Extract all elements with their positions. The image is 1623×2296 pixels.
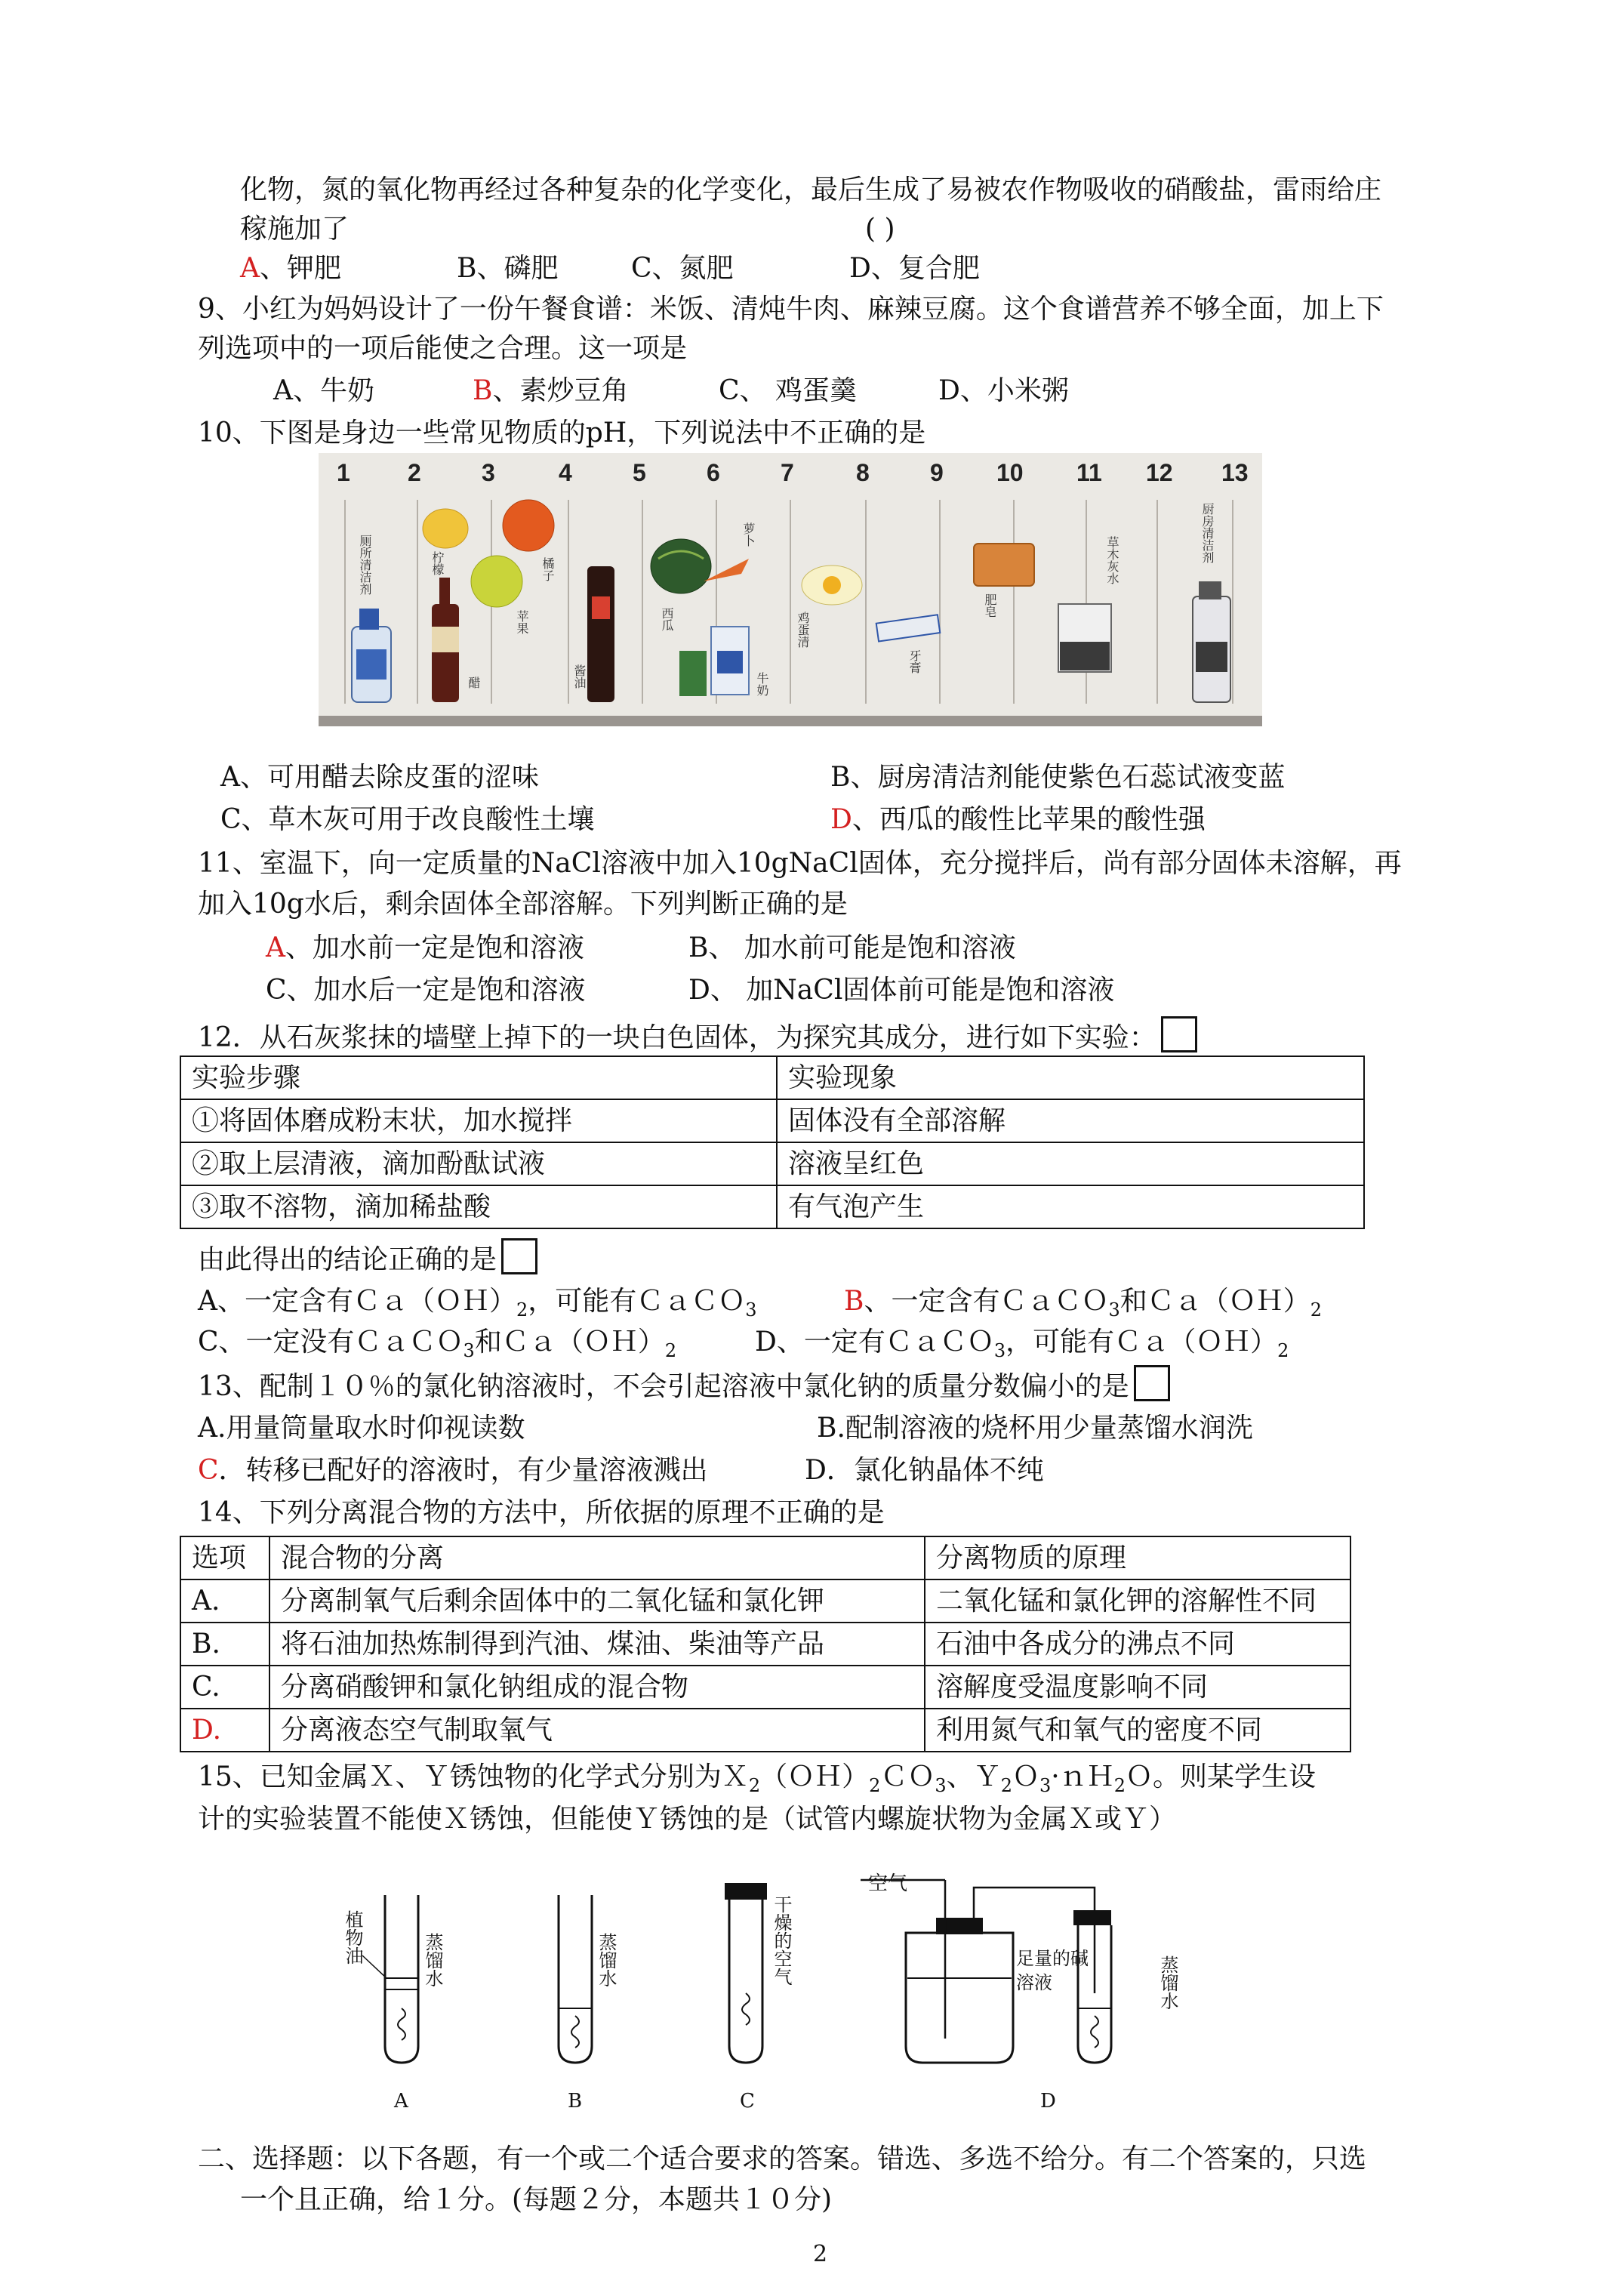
table-cell: 固体没有全部溶解 xyxy=(777,1099,1364,1142)
label-distilled-water-d: 蒸馏水 xyxy=(1157,1955,1178,2010)
q8-line2: 稼施加了 xyxy=(240,214,350,245)
ph-number: 3 xyxy=(482,459,495,486)
q9-opt-d: D、小米粥 xyxy=(938,375,1069,406)
table-cell: C. xyxy=(180,1666,269,1709)
table-cell: 分离物质的原理 xyxy=(925,1536,1350,1579)
q11-opt-d: D、 加NaCl固体前可能是饱和溶液 xyxy=(688,975,1115,1006)
table-cell: 分离液态空气制取氧气 xyxy=(269,1709,925,1752)
table-row xyxy=(180,1579,1350,1623)
table-row xyxy=(180,1709,1350,1752)
table-cell: 分离硝酸钾和氯化钠组成的混合物 xyxy=(269,1666,925,1709)
q12-conclusion: 由此得出的结论正确的是 xyxy=(198,1238,537,1280)
ph-number: 11 xyxy=(1076,459,1102,486)
q12-stem: 12．从石灰浆抹的墙壁上掉下的一块白色固体，为探究其成分，进行如下实验： xyxy=(198,1016,1197,1058)
q12-conclusion-box[interactable] xyxy=(501,1238,537,1274)
ph-label-vinegar: 醋 xyxy=(467,676,481,689)
ph-number: 9 xyxy=(930,459,944,486)
ph-label-egg: 鸡蛋清 xyxy=(796,612,810,648)
q9-opt-c: C、 鸡蛋羹 xyxy=(719,375,857,406)
ph-label-radish: 萝卜 xyxy=(741,522,756,547)
ph-label-soy: 酱油 xyxy=(572,664,587,689)
q10-opt-c: C、草木灰可用于改良酸性土壤 xyxy=(220,804,595,835)
table-cell: 实验步骤 xyxy=(180,1056,777,1099)
ph-label-orange: 橘子 xyxy=(540,557,555,581)
q11-opt-c: C、加水后一定是饱和溶液 xyxy=(266,975,586,1006)
table-cell: ①将固体磨成粉末状，加水搅拌 xyxy=(180,1099,777,1142)
q13-opt-c: C．转移已配好的溶液时，有少量溶液溅出 xyxy=(198,1455,708,1486)
q8-opt-b: B、磷肥 xyxy=(457,253,559,284)
apparatus-label-b: B xyxy=(568,2090,583,2113)
q14-table xyxy=(180,1536,1351,1752)
ph-number: 12 xyxy=(1146,459,1173,486)
q9-line1: 9、小红为妈妈设计了一份午餐食谱：米饭、清炖牛肉、麻辣豆腐。这个食谱营养不够全面，加上下 xyxy=(198,294,1384,325)
page-number: 2 xyxy=(813,2241,828,2267)
q10-opt-d: D、西瓜的酸性比苹果的酸性强 xyxy=(830,804,1206,835)
label-dry-air: 干燥的空气 xyxy=(771,1895,792,1986)
q9-opt-b: B、素炒豆角 xyxy=(473,375,629,406)
table-cell: 选项 xyxy=(180,1536,269,1579)
ph-number: 4 xyxy=(559,459,572,486)
table-cell: ③取不溶物，滴加稀盐酸 xyxy=(180,1185,777,1228)
ph-label-toothpaste: 牙膏 xyxy=(907,649,922,673)
q13-opt-d: D．氯化钠晶体不纯 xyxy=(805,1455,1044,1486)
label-distilled-water-a: 蒸馏水 xyxy=(422,1933,443,1987)
q11-opt-a: A、加水前一定是饱和溶液 xyxy=(266,932,585,963)
table-cell: B. xyxy=(180,1623,269,1666)
q9-opt-a: A、牛奶 xyxy=(273,375,374,406)
q8-answer-paren: ( ) xyxy=(865,214,895,245)
q13-answer-box[interactable] xyxy=(1134,1365,1170,1401)
q12-opt-d: D、一定有ＣａＣＯ$_3$，可能有$Ca(OH)_2$ xyxy=(755,1327,1289,1361)
table-cell: A. xyxy=(180,1579,269,1623)
ph-label-ash: 草木灰水 xyxy=(1105,536,1119,584)
table-row xyxy=(180,1185,1364,1228)
label-vegetable-oil: 植物油 xyxy=(342,1910,363,1965)
table-cell: 溶解度受温度影响不同 xyxy=(925,1666,1350,1709)
ph-label-milk: 牛奶 xyxy=(755,672,769,696)
q15-line2: 计的实验装置不能使Ｘ锈蚀，但能使Ｙ锈蚀的是（试管内螺旋状物为金属Ｘ或Ｙ） xyxy=(198,1804,1177,1835)
table-cell: ②取上层清液，滴加酚酞试液 xyxy=(180,1142,777,1185)
q11-line2: 加入10g水后，剩余固体全部溶解。下列判断正确的是 xyxy=(198,889,848,920)
ph-number: 7 xyxy=(781,459,794,486)
table-cell: 有气泡产生 xyxy=(777,1185,1364,1228)
table-cell: 将石油加热炼制得到汽油、煤油、柴油等产品 xyxy=(269,1623,925,1666)
table-cell: 利用氮气和氧气的密度不同 xyxy=(925,1709,1350,1752)
q13-stem: 13、配制１０％的氯化钠溶液时，不会引起溶液中氯化钠的质量分数偏小的是 xyxy=(198,1365,1170,1407)
q13-opt-b: B.配制溶液的烧杯用少量蒸馏水润洗 xyxy=(817,1413,1253,1444)
table-row xyxy=(180,1142,1364,1185)
apparatus-label-a: A xyxy=(394,2090,408,2113)
table-row xyxy=(180,1099,1364,1142)
q12-opt-c: C、一定没有ＣａＣＯ$_3$和$Ca(OH)_2$ xyxy=(198,1327,677,1361)
q9-line2: 列选项中的一项后能使之合理。这一项是 xyxy=(198,333,688,364)
section2-line2: 一个且正确，给１分。(每题２分，本题共１０分) xyxy=(240,2184,833,2215)
ph-number: 13 xyxy=(1221,459,1249,486)
section2-line1: 二、选择题：以下各题，有一个或二个适合要求的答案。错选、多选不给分。有二个答案的，只选 xyxy=(198,2143,1367,2174)
q12-table xyxy=(180,1056,1365,1229)
ph-number: 1 xyxy=(337,459,350,486)
q11-opt-b: B、 加水前可能是饱和溶液 xyxy=(688,932,1016,963)
table-cell: 分离制氧气后剩余固体中的二氧化锰和氯化钾 xyxy=(269,1579,925,1623)
q14-stem: 14、下列分离混合物的方法中，所依据的原理不正确的是 xyxy=(198,1497,885,1528)
ph-items-illustration xyxy=(319,453,1262,726)
table-row xyxy=(180,1666,1350,1709)
ph-number: 8 xyxy=(856,459,870,486)
q8-opt-d: D、复合肥 xyxy=(849,253,980,284)
q12-opt-a: A、一定含有$Ca(OH)_2$，可能有ＣａＣＯ$_3$ xyxy=(198,1286,757,1321)
q8-opt-a: A、钾肥 xyxy=(240,253,342,284)
table-row xyxy=(180,1536,1350,1579)
ph-label-kitchen: 厨房清洁剂 xyxy=(1200,503,1215,563)
q10-opt-b: B、厨房清洁剂能使紫色石蕊试液变蓝 xyxy=(830,762,1286,793)
q12-opt-b: B、一定含有ＣａＣＯ$_3$和$Ca(OH)_2$ xyxy=(844,1286,1323,1321)
ph-label-lemon: 柠檬 xyxy=(430,551,445,575)
ph-number: 10 xyxy=(996,459,1024,486)
q8-line1: 化物，氮的氧化物再经过各种复杂的化学变化，最后生成了易被农作物吸收的硝酸盐，雷雨给庄 xyxy=(240,174,1382,205)
table-row xyxy=(180,1623,1350,1666)
q13-opt-a: A.用量筒量取水时仰视读数 xyxy=(198,1413,525,1444)
ph-number: 6 xyxy=(707,459,720,486)
ph-scale-figure xyxy=(319,453,1262,726)
ph-number: 2 xyxy=(408,459,421,486)
apparatus-label-c: C xyxy=(740,2090,755,2113)
q15-line1: 15、已知金属Ｘ、Ｙ锈蚀物的化学式分别为$X_2(OH)_2CO_3$、Ｙ$_2$Ｏ$_3$·ｎＨ$_2$Ｏ。则某学生设 xyxy=(198,1761,1317,1796)
table-cell: 二氧化锰和氯化钾的溶解性不同 xyxy=(925,1579,1350,1623)
q10-stem: 10、下图是身边一些常见物质的pH，下列说法中不正确的是 xyxy=(198,418,926,448)
apparatus-label-d: D xyxy=(1040,2090,1056,2113)
label-distilled-water-b: 蒸馏水 xyxy=(596,1933,617,1987)
q12-answer-box[interactable] xyxy=(1161,1016,1197,1052)
table-row xyxy=(180,1056,1364,1099)
table-cell: 溶液呈红色 xyxy=(777,1142,1364,1185)
label-air: 空气 xyxy=(868,1872,908,1895)
q8-opt-c: C、氮肥 xyxy=(631,253,734,284)
ph-label-soap: 肥皂 xyxy=(983,593,997,618)
ph-label-toilet: 厕所清洁剂 xyxy=(358,535,372,595)
table-cell: 石油中各成分的沸点不同 xyxy=(925,1623,1350,1666)
table-cell: 实验现象 xyxy=(777,1056,1364,1099)
ph-label-watermelon: 西瓜 xyxy=(660,607,674,631)
ph-number: 5 xyxy=(633,459,646,486)
table-cell: 混合物的分离 xyxy=(269,1536,925,1579)
label-alkali-solution: 足量的碱溶液 xyxy=(1016,1948,1089,1993)
q11-line1: 11、室温下，向一定质量的NaCl溶液中加入10gNaCl固体，充分搅拌后，尚有部分固体未溶解，再 xyxy=(198,848,1402,879)
ph-label-apple: 苹果 xyxy=(515,610,529,634)
table-cell: D. xyxy=(180,1709,269,1752)
q10-opt-a: A、可用醋去除皮蛋的涩味 xyxy=(220,762,539,793)
